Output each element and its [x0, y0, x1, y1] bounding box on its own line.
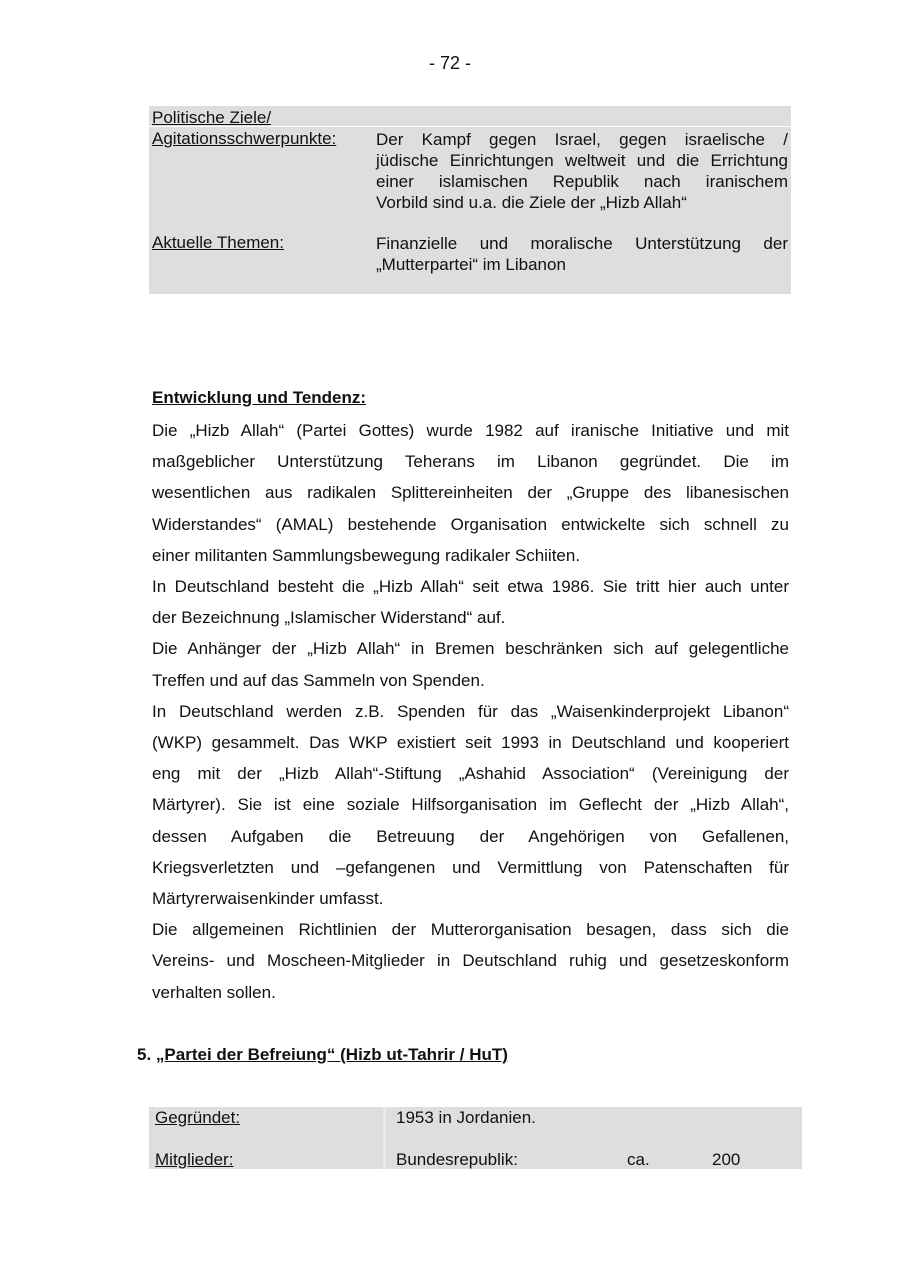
goals-line: Vorbild sind u.a. die Ziele der „Hizb Allah“	[376, 193, 687, 212]
info-box-column-divider	[383, 1107, 386, 1169]
label-founded: Gegründet:	[155, 1108, 241, 1127]
topics-line: „Mutterpartei“ im Libanon	[376, 255, 566, 274]
text-line: einer militanten Sammlungsbewegung radikaler Schiiten.	[152, 545, 581, 565]
text-line: eng mit der „Hizb Allah“-Stiftung „Ashahid Association“ (Vereinigung der	[152, 764, 789, 784]
label-members: Mitglieder:	[155, 1150, 234, 1169]
value-members-scope: Bundesrepublik:	[396, 1150, 518, 1169]
section-5-heading	[137, 1045, 508, 1065]
page-number: - 72 -	[428, 53, 471, 73]
paragraph	[152, 914, 789, 1008]
paragraph	[152, 633, 789, 695]
goals-line: einer islamischen Republik nach iranischem	[376, 172, 788, 191]
value-current-topics	[376, 233, 788, 275]
label-current-topics: Aktuelle Themen:	[152, 233, 284, 252]
text-line: In Deutschland besteht die „Hizb Allah“ seit etwa 1986. Sie tritt hier auch unter	[152, 577, 789, 597]
paragraph	[152, 571, 789, 633]
text-line: Märtyrer). Sie ist eine soziale Hilfsorganisation im Geflecht der „Hizb Allah“,	[152, 795, 789, 815]
section-title: „Partei der Befreiung“ (Hizb ut-Tahrir / HuT)	[155, 1045, 508, 1064]
value-political-goals	[376, 129, 788, 213]
value-members-approx: ca.	[627, 1150, 650, 1169]
text-line: maßgeblicher Unterstützung Teherans im Libanon gegründet. Die im	[152, 452, 789, 472]
text-line: Märtyrerwaisenkinder umfasst.	[152, 889, 384, 909]
paragraph	[152, 415, 789, 571]
paragraph	[152, 696, 789, 914]
section-number: 5.	[137, 1045, 152, 1064]
value-founded: 1953 in Jordanien.	[396, 1108, 536, 1127]
text-line: Kriegsverletzten und –gefangenen und Vermittlung von Patenschaften für	[152, 857, 789, 877]
goals-line: Der Kampf gegen Israel, gegen israelische /	[376, 130, 788, 149]
text-line: Die „Hizb Allah“ (Partei Gottes) wurde 1982 auf iranische Initiative und mit	[152, 421, 789, 440]
text-line: (WKP) gesammelt. Das WKP existiert seit 1993 in Deutschland und kooperiert	[152, 733, 789, 753]
text-line: Vereins- und Moscheen-Mitglieder in Deutschland ruhig und gesetzeskonform	[152, 951, 789, 971]
text-line: der Bezeichnung „Islamischer Widerstand“ auf.	[152, 608, 506, 628]
value-members-count: 200	[712, 1150, 741, 1169]
text-line: Treffen und auf das Sammeln von Spenden.	[152, 670, 485, 690]
goals-line: jüdische Einrichtungen weltweit und die Errichtung	[376, 151, 788, 170]
text-line: Widerstandes“ (AMAL) bestehende Organisation entwickelte sich schnell zu	[152, 514, 789, 534]
topics-line: Finanzielle und moralische Unterstützung der	[376, 234, 788, 253]
development-heading: Entwicklung und Tendenz:	[152, 388, 367, 407]
text-line: dessen Aufgaben die Betreuung der Angehörigen von Gefallenen,	[152, 826, 789, 846]
text-line: In Deutschland werden z.B. Spenden für das „Waisenkinderprojekt Libanon“	[152, 701, 789, 721]
label-agitation-focus: Agitationsschwerpunkte:	[152, 129, 337, 148]
development-body	[152, 415, 789, 1008]
text-line: wesentlichen aus radikalen Splittereinheiten der „Gruppe des libanesischen	[152, 483, 789, 503]
label-political-goals: Politische Ziele/	[152, 108, 272, 127]
text-line: Die Anhänger der „Hizb Allah“ in Bremen beschränken sich auf gelegentliche	[152, 639, 789, 659]
text-line: Die allgemeinen Richtlinien der Mutterorganisation besagen, dass sich die	[152, 920, 789, 940]
text-line: verhalten sollen.	[152, 982, 276, 1002]
